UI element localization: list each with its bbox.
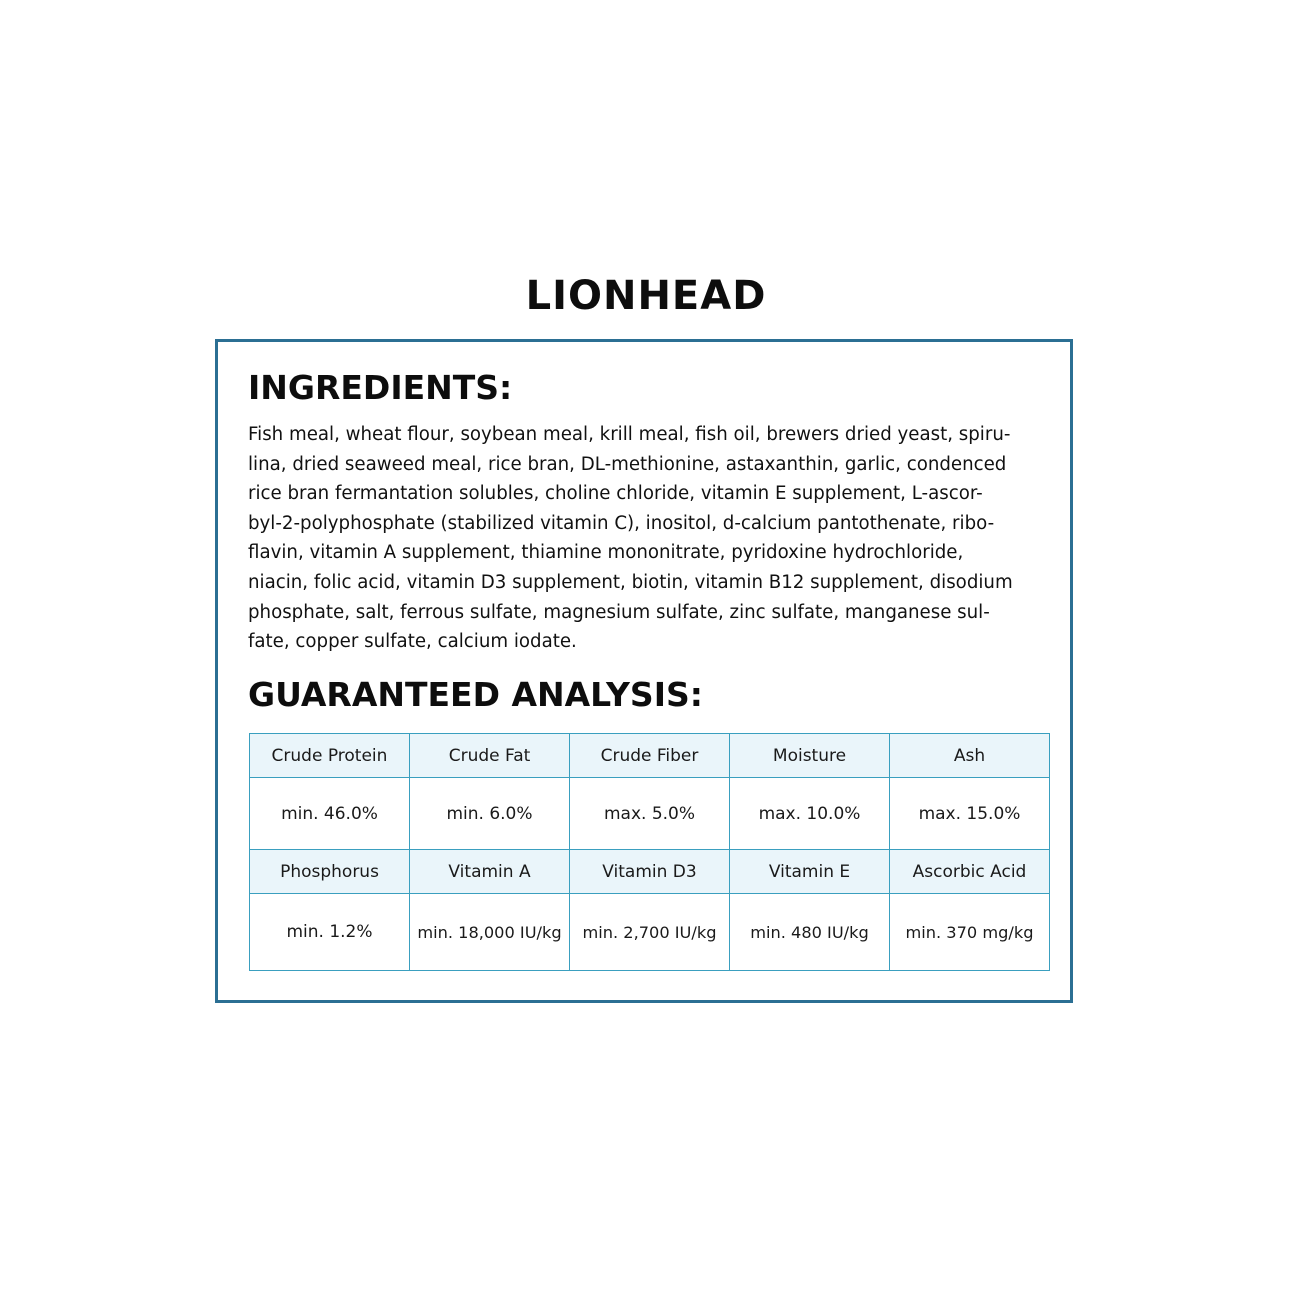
analysis-heading: GUARANTEED ANALYSIS: [248, 675, 703, 714]
ingredients-line: Fish meal, wheat flour, soybean meal, krill meal, fish oil, brewers dried yeast, spiru- [248, 424, 1011, 445]
analysis-value-ash: max. 15.0% [890, 778, 1050, 850]
analysis-value-vitamin-e: min. 480 IU/kg [730, 894, 890, 971]
label-panel [215, 339, 1073, 1003]
analysis-value-crude-fiber: max. 5.0% [570, 778, 730, 850]
analysis-label-row [250, 850, 1050, 894]
analysis-label-vitamin-d3: Vitamin D3 [570, 850, 730, 894]
analysis-label-moisture: Moisture [730, 734, 890, 778]
product-title: LIONHEAD [525, 273, 767, 319]
analysis-value-row [250, 778, 1050, 850]
analysis-label-crude-fat: Crude Fat [410, 734, 570, 778]
analysis-label-vitamin-e: Vitamin E [730, 850, 890, 894]
analysis-value-crude-protein: min. 46.0% [250, 778, 410, 850]
analysis-label-ash: Ash [890, 734, 1050, 778]
ingredients-line: fate, copper sulfate, calcium iodate. [248, 631, 577, 653]
analysis-label-crude-protein: Crude Protein [250, 734, 410, 778]
ingredients-heading: INGREDIENTS: [248, 368, 513, 407]
analysis-value-row [250, 894, 1050, 971]
ingredients-line: rice bran fermantation solubles, choline chloride, vitamin E supplement, L-ascor- [248, 483, 983, 505]
analysis-label-crude-fiber: Crude Fiber [570, 734, 730, 778]
guaranteed-analysis-table [249, 733, 1050, 971]
analysis-label-phosphorus: Phosphorus [250, 850, 410, 894]
analysis-value-vitamin-a: min. 18,000 IU/kg [410, 894, 570, 971]
analysis-value-crude-fat: min. 6.0% [410, 778, 570, 850]
analysis-label-row [250, 734, 1050, 778]
analysis-value-vitamin-d3: min. 2,700 IU/kg [570, 894, 730, 971]
ingredients-line: flavin, vitamin A supplement, thiamine mononitrate, pyridoxine hydrochloride, [248, 542, 964, 564]
ingredients-line: lina, dried seaweed meal, rice bran, DL-methionine, astaxanthin, garlic, condenced [248, 453, 1007, 475]
analysis-label-vitamin-a: Vitamin A [410, 850, 570, 894]
ingredients-line: byl-2-polyphosphate (stabilized vitamin C), inositol, d-calcium pantothenate, ribo- [248, 512, 995, 534]
ingredients-line: phosphate, salt, ferrous sulfate, magnesium sulfate, zinc sulfate, manganese sul- [248, 601, 990, 623]
analysis-label-ascorbic-acid: Ascorbic Acid [890, 850, 1050, 894]
analysis-value-moisture: max. 10.0% [730, 778, 890, 850]
ingredients-text [248, 420, 1058, 657]
ingredients-line: niacin, folic acid, vitamin D3 supplement, biotin, vitamin B12 supplement, disodium [248, 571, 1013, 593]
analysis-value-phosphorus: min. 1.2% [250, 894, 410, 971]
analysis-value-ascorbic-acid: min. 370 mg/kg [890, 894, 1050, 971]
